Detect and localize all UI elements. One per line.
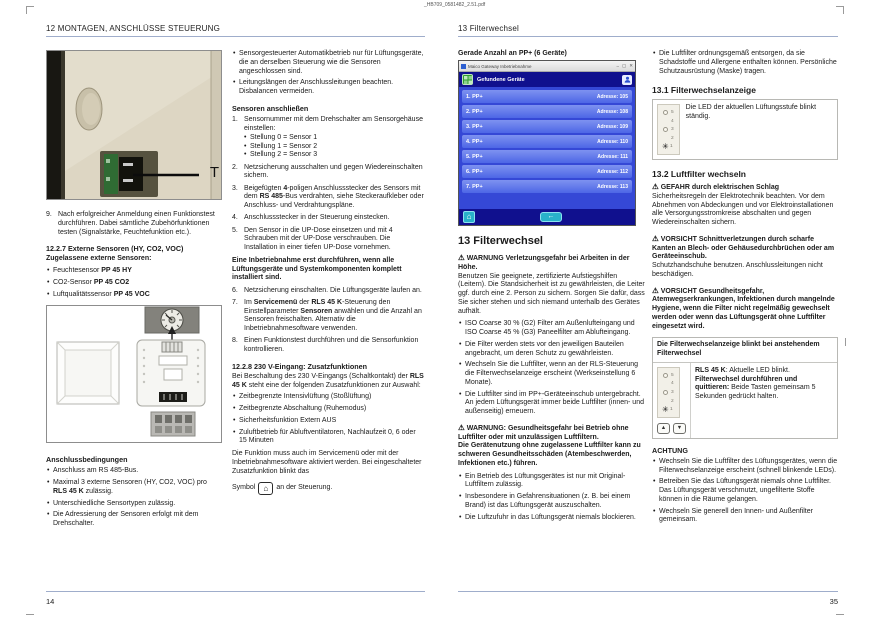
led-number: 3: [671, 389, 674, 395]
led-blinking-icon: ✳: [662, 142, 669, 152]
device-photo: [46, 50, 222, 200]
list-item: • Die Luftzufuhr in das Lüftungsgerät niemals blockieren.: [458, 514, 645, 523]
caution-block: [652, 286, 838, 332]
list-item: [232, 337, 425, 355]
paragraph: Die Funktion muss auch im Servicemenü oder mit der Inbetriebnahmesoftware aktiviert werden. Bei eingeschalteter Zusatzfunktion blinkt das: [232, 450, 422, 475]
device-label: 1. PP+: [466, 93, 483, 100]
list-item: • Wechseln Sie generell den Innen- und Außenfilter gemeinsam.: [652, 508, 838, 526]
warning-icon: ⚠: [652, 233, 659, 243]
warning-icon: ⚠: [458, 422, 465, 432]
step-text: Nach erfolgreicher Anmeldung einen Funktionstest durchführen. Dabei sämtliche Zubehörfunktionen testen (Signalstärke, Feuchtefunktion etc.).: [58, 211, 215, 236]
note-text: Eine Inbetriebnahme erst durchführen, wenn alle Lüftungsgeräte und Systemkomponenten komplett installiert sind.: [232, 256, 402, 282]
section-heading: Sensoren anschließen: [232, 103, 309, 113]
list-item: [232, 164, 425, 182]
window-bottom-bar: [459, 209, 635, 225]
list-item: • Die Luftfilter sind im PP+-Geräteeinschub untergebracht. An jedem Lüftungsgerät immer beide Luftfilter (innen- und außenseitig) erneuern.: [458, 391, 645, 417]
caution-body: Schutzhandschuhe benutzen. Anschlussleitungen nicht beschädigen.: [652, 262, 823, 278]
footer-rule: [458, 591, 838, 592]
list-item: • Die Adressierung der Sensoren erfolgt mit dem Drehschalter.: [46, 511, 222, 529]
list-item: • Anschluss am RS 485-Bus.: [46, 467, 222, 476]
led-number: 5: [671, 372, 674, 378]
sub-heading: Zugelassene externe Sensoren:: [46, 255, 152, 263]
list-item: [232, 185, 425, 211]
warning-icon: ⚠: [652, 285, 659, 295]
step-text: Beigefügten 4-poligen Anschlussstecker des Sensors mit dem RS 485-Bus verdrahten, siehe Steckeraufkleber oder Anschluss- und Verdrahtungspläne.: [244, 184, 424, 209]
page-number: 14: [46, 597, 55, 606]
list-item: • Zeitbegrenzte Abschaltung (Ruhemodus): [232, 405, 425, 414]
step-text: Netzsicherung ausschalten und gegen Wiedereinschalten sichern.: [244, 163, 423, 180]
symbol-line: [232, 482, 425, 495]
window-title: Maico Gateway Inbetriebnahme: [468, 63, 532, 69]
section-heading: 13.1 Filterwechselanzeige: [652, 85, 756, 96]
filter-indicator-box: [652, 99, 838, 160]
led-off-icon: [663, 110, 668, 115]
achtung-heading: ACHTUNG: [652, 445, 688, 455]
led-number: 1: [670, 407, 673, 413]
list-item: • ISO Coarse 30 % (G2) Filter am Außenlufteingang und ISO Coarse 45 % (G3) Paneelfilter am Ablufteingang.: [458, 320, 645, 338]
device-address: Adresse: 113: [597, 183, 628, 190]
step-number: 1.: [232, 116, 238, 124]
danger-body: Sicherheitsregeln der Elektrotechnik beachten. Vor dem Abnehmen von Abdeckungen und vor Elektroinstallationen alle Versorgungsstromkreise abschalten und gegen Wiedereinschalten sichern.: [652, 192, 834, 227]
device-row[interactable]: [462, 135, 632, 148]
step-text: Den Sensor in die UP-Dose einsetzen und mit 4 Schrauben mit der UP-Dose verschrauben. Die Installation in einer tiefen UP-Dose vornehmen.: [244, 226, 393, 251]
list-item: • Ein Betrieb des Lüftungsgerätes ist nur mit Original-Luftfiltern zulässig.: [458, 473, 645, 491]
led-indicator: [657, 104, 680, 155]
header-rule: [46, 36, 425, 37]
section-heading: 13.2 Luftfilter wechseln: [652, 169, 746, 180]
list-item: [232, 214, 425, 223]
step-text: Anschlussstecker in der Steuerung einstecken.: [244, 214, 390, 222]
crop-mark: [26, 6, 27, 14]
device-address: Adresse: 105: [596, 93, 628, 100]
list-item: • Wechseln Sie die Luftfilter, wenn an der RLS-Steuerung die Filterwechselanzeige erscheint (Werkseinstellung 6 Monate).: [458, 361, 645, 387]
list-item: • Unterschiedliche Sensortypen zulässig.: [46, 500, 222, 509]
app-icon: [461, 64, 466, 69]
pdf-filename: _HB709_0581482_2.51.pdf: [424, 2, 486, 8]
warning-block: [458, 253, 645, 316]
section-heading: 12.2.8 230 V-Eingang: Zusatzfunktionen: [232, 361, 367, 371]
crop-mark: [843, 6, 844, 14]
photo-callout-label: T: [209, 164, 219, 181]
list-item: • Sensorgesteuerter Automatikbetrieb nur für Lüftungsgeräte, die an derselben Steuerung wie die Sensoren angeschlossen sind.: [232, 50, 425, 76]
step-number: 8.: [232, 337, 238, 345]
list-item: • Sicherheitsfunktion Extern AUS: [232, 417, 425, 426]
list-item: • Betreiben Sie das Lüftungsgerät niemals ohne Luftfilter. Das Lüftungsgerät verschmutzt, ungefilterte Stoffe können in die Räume gelangen.: [652, 478, 838, 504]
devices-icon: [462, 74, 473, 85]
device-label: 4. PP+: [466, 138, 483, 145]
step-number: 5.: [232, 226, 238, 234]
maximize-icon[interactable]: ▢: [621, 63, 627, 68]
step-number: 4.: [232, 214, 238, 222]
section-heading: Anschlussbedingungen: [46, 455, 128, 465]
down-icon: ▼: [676, 425, 683, 432]
led-number: 1: [670, 144, 673, 150]
list-item: [232, 116, 425, 160]
page-number: 35: [829, 597, 838, 606]
list-item: • Die Filter werden stets vor den jeweiligen Bauteilen angebracht, um deren Schutz zu gewährleisten.: [458, 341, 645, 359]
list-item: [46, 211, 222, 237]
device-row[interactable]: [462, 120, 632, 133]
box-text: RLS 45 K: Aktuelle LED blinkt. Filterwechsel durchführen und quittieren: Beide Tasten gemeinsam 5 Sekunden gedrückt halten.: [695, 366, 816, 401]
page-footer: [46, 591, 425, 606]
list-item: • Feuchtesensor PP 45 HY: [46, 267, 222, 276]
step-number: 3.: [232, 184, 238, 192]
symbol-line-pre: Symbol: [232, 484, 256, 492]
sub-list-item: • Stellung 2 = Sensor 3: [244, 151, 425, 160]
home-icon: ⌂: [466, 212, 472, 221]
header-rule: [458, 36, 838, 37]
box-header: Die Filterwechselanzeige blinkt bei anstehendem Filterwechsel: [653, 338, 837, 363]
footer-rule: [46, 591, 425, 592]
chapter-heading: 13 Filterwechsel: [458, 235, 543, 247]
auto-mode-icon: ⌂: [258, 482, 273, 495]
running-header: 12 MONTAGEN, ANSCHLÜSSE STEUERUNG: [46, 24, 221, 33]
device-photo-figure: [46, 50, 222, 205]
filterwechsel-box: [652, 337, 838, 438]
device-label: 2. PP+: [466, 108, 483, 115]
warning-body: Benutzen Sie geeignete, zertifizierte Aufstiegshilfen (Leitern). Die Standsicherheit ist zu gewährleisten, die Leiter ggf. durch eine 2. Person zu sichern. Sorgen Sie dafür, dass Sie sicher stehen und sich niemand unterhalb des Gerätes aufhält.: [458, 272, 645, 315]
device-label: 6. PP+: [466, 168, 483, 175]
sub-list-item: • Stellung 1 = Sensor 2: [244, 143, 425, 152]
device-row[interactable]: [462, 90, 632, 103]
page-left: [46, 24, 425, 612]
step-number: 6.: [232, 286, 238, 294]
list-item: • Maximal 3 externe Sensoren (HY, CO2, VOC) pro RLS 45 K zulässig.: [46, 479, 222, 497]
crop-mark: [845, 338, 846, 346]
led-number: 3: [671, 127, 674, 133]
device-row[interactable]: [462, 150, 632, 163]
device-list: [459, 87, 635, 209]
box-led-cell: [653, 363, 691, 438]
danger-title: GEFAHR durch elektrischen Schlag: [660, 184, 779, 192]
list-item: • Wechseln Sie die Luftfilter des Lüftungsgerätes, wenn die Filterwechselanzeige erscheint (schnell blinkende LEDs).: [652, 458, 838, 476]
warning-title: WARNUNG Verletzungsgefahr bei Arbeiten in der Höhe.: [458, 255, 630, 271]
list-item: • CO2-Sensor PP 45 CO2: [46, 279, 222, 288]
warning-icon: ⚠: [652, 182, 659, 192]
led-off-icon: [663, 390, 668, 395]
warning-title: WARNUNG: Gesundheitsgefahr bei Betrieb ohne Luftfilter oder mit unzulässigen Luftfiltern.: [458, 424, 629, 441]
led-number: 4: [671, 381, 674, 387]
caution-title: VORSICHT Gesundheitsgefahr, Atemwegserkrankungen, Infektionen durch mangelnde Hygiene, wenn die Filter nicht regelmäßig gewechselt werden oder wenn das Lüftungsgerät ohne Luftfilter eingesetzt wird.: [652, 287, 835, 330]
device-address: Adresse: 112: [597, 168, 628, 175]
back-button[interactable]: [540, 212, 562, 222]
led-off-icon: [663, 127, 668, 132]
device-label: 7. PP+: [466, 183, 483, 190]
home-button[interactable]: [463, 211, 475, 223]
warning-body: Die Gerätenutzung ohne zugelassene Luftfilter kann zu schweren Gesundheitsschäden (Atembeschwerden, Infektionen etc.) führen.: [458, 442, 641, 467]
caution-block: [652, 234, 838, 280]
step-text: Sensornummer mit dem Drehschalter am Sensorgehäuse einstellen:: [244, 116, 423, 132]
figure-caption: Gerade Anzahl an PP+ (6 Geräte): [458, 50, 567, 57]
warning-block: [458, 423, 645, 469]
window-titlebar: [459, 61, 635, 72]
section-heading: 12.2.7 Externe Sensoren (HY, CO2, VOC): [46, 244, 184, 254]
list-item: • Zeitbegrenzte Intensivlüftung (Stoßlüftung): [232, 393, 425, 402]
device-label: 3. PP+: [466, 123, 483, 130]
device-address: Adresse: 108: [596, 108, 628, 115]
led-blinking-icon: ✳: [662, 405, 669, 415]
crop-mark: [26, 614, 34, 615]
danger-block: [652, 182, 838, 228]
caution-title: VORSICHT Schnittverletzungen durch scharfe Kanten an Blech- oder Gehäusedurchbrüchen oder am Geräteeinschub.: [652, 235, 835, 261]
down-button: [673, 423, 686, 434]
step-text: Im Servicemenü der RLS 45 K-Steuerung den Einstellparameter Sensoren anwählen und die Anzahl an Sensoren freischalten. Alternativ die Inbetriebnahmesoftware verwenden.: [244, 298, 422, 332]
led-number: 4: [671, 118, 674, 124]
sensor-diagram: [46, 305, 222, 443]
up-button: [657, 423, 670, 434]
window-header-title: Gefundene Geräte: [477, 76, 525, 83]
list-item: [232, 299, 425, 334]
back-icon: ←: [547, 213, 555, 220]
list-item: • Leitungslängen der Anschlussleitungen beachten. Disbalancen vermeiden.: [232, 79, 425, 97]
device-address: Adresse: 111: [597, 153, 628, 160]
device-row[interactable]: [462, 165, 632, 178]
page-right: [458, 24, 838, 612]
device-row[interactable]: [462, 180, 632, 193]
user-icon[interactable]: [622, 75, 632, 85]
step-text: Netzsicherung einschalten. Die Lüftungsgeräte laufen an.: [244, 286, 422, 294]
close-icon[interactable]: ✕: [629, 63, 633, 68]
page-footer: [458, 591, 838, 606]
device-label: 5. PP+: [466, 153, 483, 160]
device-address: Adresse: 110: [597, 138, 628, 145]
step-text: Einen Funktionstest durchführen und die Sensorfunktion kontrollieren.: [244, 337, 419, 353]
led-off-icon: [663, 373, 668, 378]
led-number: 2: [671, 398, 674, 404]
step-number: 7.: [232, 298, 238, 306]
window-header-bar: [459, 72, 635, 87]
led-number: 2: [671, 135, 674, 141]
list-item: [232, 227, 425, 253]
step-number: 2.: [232, 163, 238, 171]
up-icon: ▲: [660, 425, 667, 432]
led-number: 5: [671, 110, 674, 116]
box-text: Die LED der aktuellen Lüftungsstufe blinkt ständig.: [685, 104, 817, 120]
minimize-icon[interactable]: –: [616, 63, 619, 69]
list-item: • Die Luftfilter ordnungsgemäß entsorgen, da sie Schadstoffe und Allergene enthalten können. Persönliche Schutzausrüstung (Maske) tragen.: [652, 50, 838, 76]
step-number: 9.: [46, 211, 52, 218]
running-header: 13 Filterwechsel: [458, 24, 520, 33]
led-indicator: [657, 367, 680, 418]
crop-mark: [836, 614, 844, 615]
list-item: • Luftqualitätssensor PP 45 VOC: [46, 291, 222, 300]
list-item: • Zuluftbetrieb für Abluftventilatoren, Nachlaufzeit 0, 6 oder 15 Minuten: [232, 429, 425, 447]
symbol-line-post: an der Steuerung.: [276, 484, 333, 492]
sub-list-item: • Stellung 0 = Sensor 1: [244, 134, 425, 143]
device-address: Adresse: 109: [596, 123, 628, 130]
crop-mark: [26, 6, 34, 7]
list-item: • Insbesondere in Gefahrensituationen (z. B. bei einem Brand) ist das Lüftungsgerät auszuschalten.: [458, 493, 645, 511]
list-item: [232, 287, 425, 296]
software-window: [458, 60, 636, 226]
paragraph: Bei Beschaltung des 230 V-Eingangs (Schaltkontakt) der RLS 45 K steht eine der folgenden Zusatzfunktionen zur Auswahl:: [232, 372, 424, 389]
device-row[interactable]: [462, 105, 632, 118]
warning-icon: ⚠: [458, 253, 465, 262]
